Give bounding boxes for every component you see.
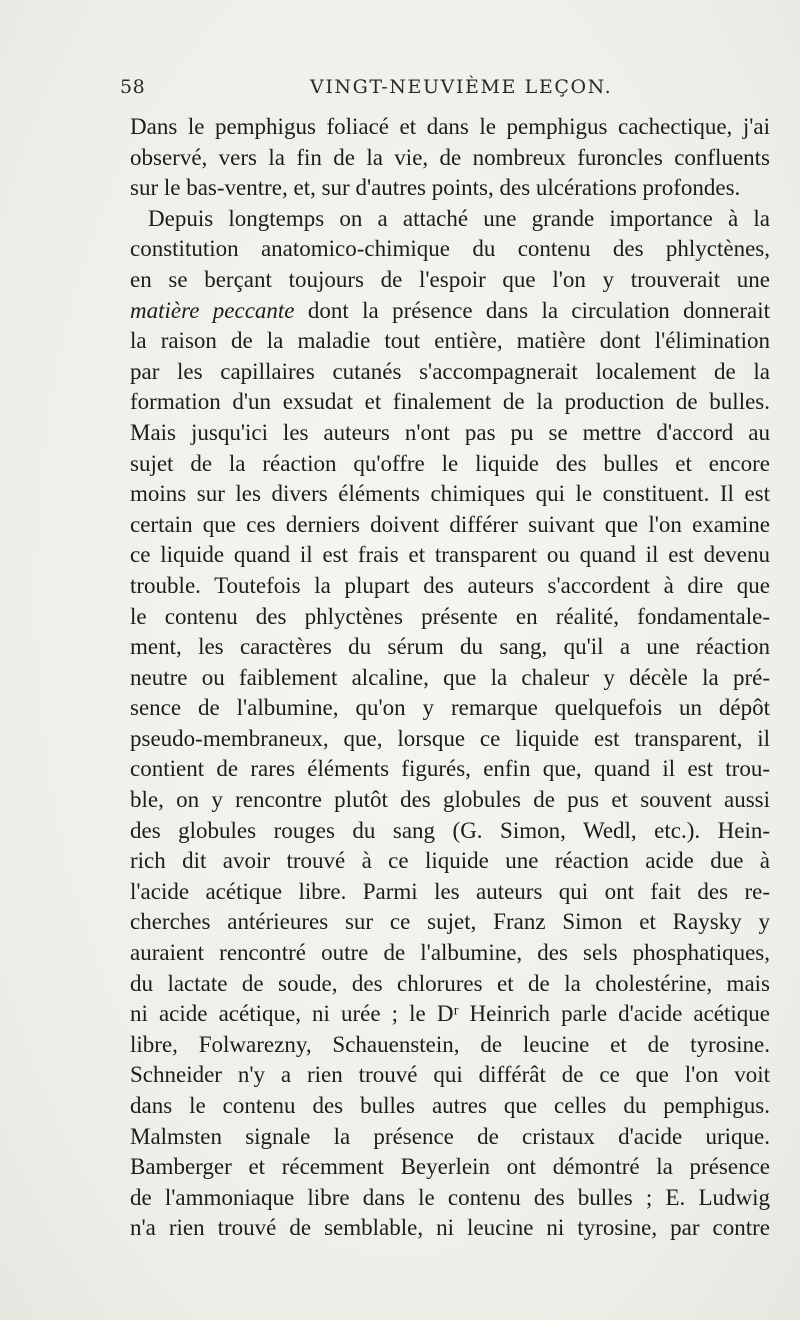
page-header [120,72,790,106]
text-line: auraient rencontré outre de l'albumine, des sels phosphatiques, [130,940,770,966]
text-line: Dans le pemphigus foliacé et dans le pemphigus cachectique, j'ai [130,114,770,139]
text-line: la raison de la maladie tout entière, matière dont l'élimination [130,328,770,354]
body-text [130,112,770,1244]
text-line: sujet de la réaction qu'offre le liquide des bulles et encore [130,450,770,476]
text-line: du lactate de soude, des chlorures et de la cholestérine, mais [130,970,770,996]
text-line: ment, les caractères du sérum du sang, qu'il a une réaction [130,634,770,660]
text-line: Mais jusqu'ici les auteurs n'ont pas pu se mettre d'accord au [130,419,770,445]
italic-phrase: matière peccante [130,297,295,323]
text-line: ce liquide quand il est frais et transparent ou quand il est devenu [130,542,770,568]
running-title: VINGT-NEUVIÈME LEÇON. [310,76,613,98]
text-line: par les capillaires cutanés s'accompagnerait localement de la [130,358,770,384]
text-fragment: dont la présence dans la circulation donnerait [294,297,770,323]
text-line: pseudo-membraneux, que, lorsque ce liquide est transparent, il [130,725,770,751]
text-line: sence de l'albumine, qu'on y remarque quelquefois un dépôt [130,695,770,721]
text-line: constitution anatomico-chimique du contenu des phlyctènes, [130,236,770,262]
text-line: ble, on y rencontre plutôt des globules de pus et souvent aussi [130,787,770,813]
text-line: certain que ces derniers doivent différer suivant que l'on examine [130,511,770,537]
text-line: ni acide acétique, ni urée ; le Dʳ Heinrich parle d'acide acétique [130,1001,770,1027]
text-line: Bamberger et récemment Beyerlein ont démontré la présence [130,1154,770,1180]
text-line: dans le contenu des bulles autres que celles du pemphigus. [130,1093,770,1118]
text-line: rich dit avoir trouvé à ce liquide une réaction acide due à [130,848,770,874]
text-line: contient de rares éléments figurés, enfin que, quand il est trou- [130,756,770,782]
text-line: formation d'un exsudat et finalement de la production de bulles. [130,389,770,415]
text-line: moins sur les divers éléments chimiques qui le constituent. Il est [130,481,770,507]
page-number: 58 [120,76,146,98]
text-line: n'a rien trouvé de semblable, ni leucine ni tyrosine, par contre [130,1215,770,1241]
text-line: cherches antérieures sur ce sujet, Franz Simon et Raysky y [130,909,770,935]
text-line: Malmsten signale la présence de cristaux d'acide urique. [130,1123,770,1149]
text-line: en se berçant toujours de l'espoir que l'on y trouverait une [130,266,770,292]
text-line: sur le bas-ventre, et, sur d'autres points, des ulcérations profondes. [130,175,741,201]
text-line: trouble. Toutefois la plupart des auteurs s'accordent à dire que [130,572,770,598]
text-line-mixed [130,296,770,327]
text-line: des globules rouges du sang (G. Simon, Wedl, etc.). Hein- [130,817,770,843]
text-line: Depuis longtemps on a attaché une grande importance à la [148,205,770,231]
text-line: observé, vers la fin de la vie, de nombreux furoncles confluents [130,144,770,170]
text-line: neutre ou faiblement alcaline, que la chaleur y décèle la pré- [130,664,770,690]
text-line: de l'ammoniaque libre dans le contenu des bulles ; E. Ludwig [130,1184,770,1210]
text-line: libre, Folwarezny, Schauenstein, de leucine et de tyrosine. [130,1031,770,1057]
text-line: l'acide acétique libre. Parmi les auteurs qui ont fait des re- [130,878,770,904]
text-line: Schneider n'y a rien trouvé qui différât de ce que l'on voit [130,1062,770,1088]
text-line: le contenu des phlyctènes présente en réalité, fondamentale- [130,603,770,629]
